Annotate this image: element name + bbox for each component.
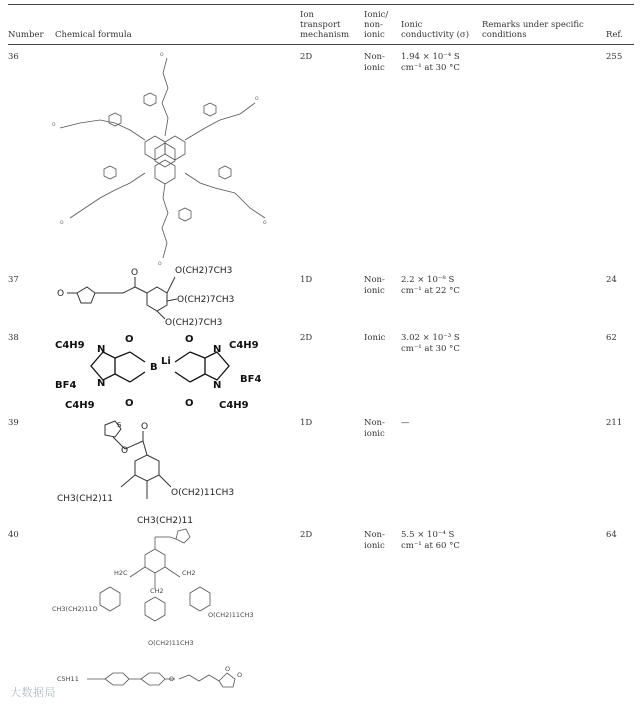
header-formula: Chemical formula (55, 30, 132, 40)
structure-36 (50, 48, 280, 268)
row-37-ionic: Non- ionic (364, 275, 385, 296)
row-40-ionic: Non- ionic (364, 530, 385, 551)
s38-o4: O (185, 398, 194, 409)
s39-right: O(CH2)11CH3 (171, 488, 235, 498)
s40-right: O(CH2)11CH3 (208, 611, 254, 619)
s39-bottom: CH3(CH2)11 (137, 516, 194, 526)
row-36-ionic: Non- ionic (364, 52, 385, 73)
header-remarks: Remarks under specific conditions (482, 20, 584, 40)
row-39-mechanism: 1D (300, 418, 313, 428)
structure-37 (55, 255, 285, 330)
svg-text:O: O (160, 53, 164, 58)
s37-sub1: O(CH2)7CH3 (175, 266, 233, 276)
s37-sub3: O(CH2)7CH3 (165, 318, 223, 328)
s40-c5h11: C5H11 (57, 675, 79, 683)
row-40-ref: 64 (606, 530, 617, 540)
s40-left: CH3(CH2)11O (52, 605, 98, 613)
s38-n1: N (97, 344, 106, 355)
svg-text:S: S (117, 421, 122, 429)
s37-o1: O (57, 289, 65, 299)
s38-bf4-right: BF4 (240, 374, 262, 385)
s38-c4h9-bottom-left: C4H9 (65, 400, 95, 410)
s38-n4: N (213, 380, 222, 391)
row-36-mechanism: 2D (300, 52, 313, 62)
svg-text:O: O (52, 123, 56, 128)
svg-text:O: O (60, 221, 64, 226)
table-top-rule (8, 4, 634, 5)
header-conductivity: Ionic conductivity (σ) (401, 20, 470, 40)
s38-c4h9-top-left: C4H9 (55, 340, 85, 351)
s38-c4h9-bottom-right: C4H9 (219, 400, 249, 410)
s38-li: Li (161, 356, 171, 367)
row-39-number: 39 (8, 418, 19, 428)
header-ref: Ref. (606, 30, 623, 40)
s39-left: CH3(CH2)11 (57, 494, 114, 504)
row-38-mechanism: 2D (300, 333, 313, 343)
s38-n3: N (213, 344, 222, 355)
row-40-conductivity: 5.5 × 10⁻⁴ S cm⁻¹ at 60 °C (401, 530, 460, 551)
row-36-conductivity: 1.94 × 10⁻⁴ S cm⁻¹ at 30 °C (401, 52, 460, 73)
row-37-mechanism: 1D (300, 275, 313, 285)
s37-sub2: O(CH2)7CH3 (177, 295, 235, 305)
row-38-ref: 62 (606, 333, 617, 343)
s37-o2: O (131, 268, 139, 278)
svg-text:O: O (158, 262, 162, 267)
svg-text:O: O (225, 665, 231, 673)
header-mechanism: Ion transport mechanism (300, 10, 350, 40)
s40-ch2-right: CH2 (182, 569, 196, 577)
svg-text:O: O (263, 221, 267, 226)
row-40-number: 40 (8, 530, 19, 540)
s38-c4h9-top-right: C4H9 (229, 340, 259, 351)
row-36-number: 36 (8, 52, 19, 62)
header-ionic: Ionic/ non- ionic (364, 10, 389, 40)
header-number: Number (8, 30, 44, 40)
header-bottom-rule (8, 44, 634, 45)
s40-h2c: H2C (114, 569, 128, 577)
structure-38 (45, 330, 275, 410)
row-38-number: 38 (8, 333, 19, 343)
svg-text:O: O (141, 422, 149, 432)
row-37-conductivity: 2.2 × 10⁻⁸ S cm⁻¹ at 22 °C (401, 275, 460, 296)
s40-bottom: O(CH2)11CH3 (148, 639, 194, 647)
s40-ch2-bottom: CH2 (150, 587, 164, 595)
structure-40 (50, 525, 280, 655)
s38-o1: O (125, 334, 134, 345)
structure-39 (55, 415, 285, 527)
row-37-number: 37 (8, 275, 19, 285)
s38-o2: O (125, 398, 134, 409)
watermark: 大数据局 (10, 686, 56, 699)
row-39-conductivity: — (401, 418, 410, 428)
row-37-ref: 24 (606, 275, 617, 285)
row-36-ref: 255 (606, 52, 623, 62)
s38-bf4-left: BF4 (55, 380, 77, 391)
svg-text:O: O (237, 671, 243, 679)
svg-text:O: O (255, 97, 259, 102)
row-39-ionic: Non- ionic (364, 418, 385, 439)
s38-n2: N (97, 378, 106, 389)
row-38-conductivity: 3.02 × 10⁻³ S cm⁻¹ at 30 °C (401, 333, 460, 354)
row-39-ref: 211 (606, 418, 623, 428)
svg-text:O: O (169, 675, 175, 683)
row-40-mechanism: 2D (300, 530, 313, 540)
s38-o3: O (185, 334, 194, 345)
s38-b: B (150, 362, 158, 373)
row-38-ionic: Ionic (364, 333, 386, 343)
structure-40-second (55, 655, 285, 700)
svg-text:O: O (121, 446, 129, 456)
